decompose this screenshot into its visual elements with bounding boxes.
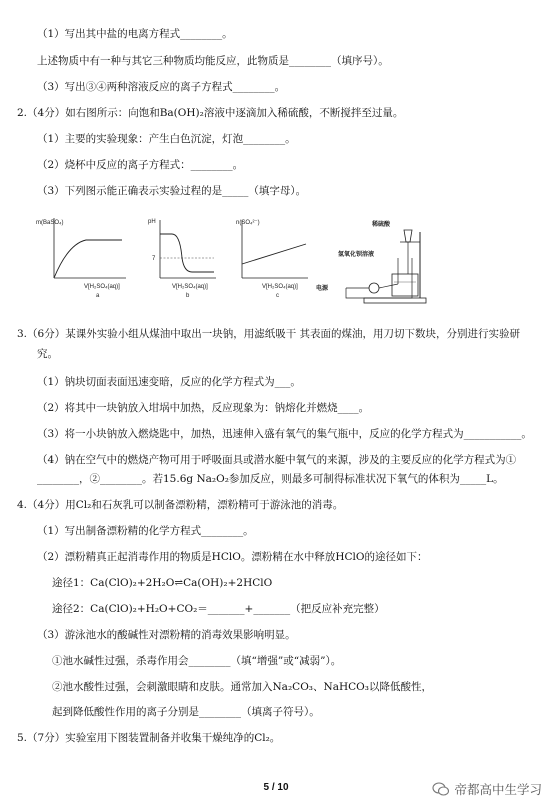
label-power: 电源 — [316, 286, 329, 292]
q4-sub3: （3）游泳池水的酸碱性对漂粉精的消毒效果影响明显。 — [37, 629, 296, 641]
q4-sub1: （1）写出制备漂粉精的化学方程式________。 — [37, 525, 254, 537]
graph-b-curve — [160, 234, 214, 272]
q3-stem-cont: 究。 — [37, 348, 58, 360]
graph-b-ylabel: pH — [148, 219, 156, 225]
graph-b-letter: b — [186, 293, 190, 299]
q4-route1: 途径1：Ca(ClO)₂+2H₂O⇌Ca(OH)₂+2HClO — [52, 577, 273, 589]
graph-a — [34, 214, 130, 300]
graph-b-mark: 7 — [152, 256, 156, 262]
graph-a-curve — [54, 240, 122, 278]
q3-sub3: （3）将一小块钠放入燃烧匙中，加热，迅速伸入盛有氧气的集气瓶中，反应的化学方程式为___________。 — [37, 428, 532, 440]
q2-stem: 2.（4分）如右图所示：向饱和Ba(OH)₂溶液中逐滴加入稀硫酸，不断搅拌至过量。 — [17, 107, 404, 119]
graph-c-ylabel: n(SO₄²⁻) — [236, 220, 260, 226]
label-barium-hydroxide: 氢氧化钡溶液 — [338, 252, 375, 258]
q4-route2: 途径2：Ca(ClO)₂+H₂O+CO₂＝_______+_______（把反应补充完整） — [52, 603, 385, 615]
beaker — [392, 274, 418, 296]
q1-sub3: （3）写出③④两种溶液反应的离子方程式________。 — [37, 81, 286, 93]
graph-c-xlabel: V[H₂SO₄(aq)] — [262, 284, 298, 290]
page-number: 5 / 10 — [263, 782, 289, 793]
q2-sub2: （2）烧杯中反应的离子方程式：________。 — [37, 159, 244, 171]
q3-stem: 3.（6分）某课外实验小组从煤油中取出一块钠，用滤纸吸干 其表面的煤油，用刀切下数块，分别进行实验研 — [17, 328, 521, 340]
graph-a-xlabel: V[H₂SO₄(aq)] — [84, 284, 120, 290]
graph-c-line — [242, 244, 306, 264]
q4-sub3-item2: ②池水酸性过强，会刺激眼睛和皮肤。通常加入Na₂CO₃、NaHCO₃以降低酸性， — [52, 681, 432, 693]
q5-stem: 5.（7分）实验室用下图装置制备并收集干燥纯净的Cl₂。 — [17, 732, 281, 744]
graph-b-xlabel: V[H₂SO₄(aq)] — [172, 284, 208, 290]
wechat-icon — [432, 780, 450, 798]
graph-a-letter: a — [96, 293, 100, 299]
q3-sub1: （1）钠块切面表面迅速变暗，反应的化学方程式为___。 — [37, 376, 301, 388]
q4-sub2: （2）漂粉精真正起消毒作用的物质是HClO。漂粉精在水中释放HClO的途径如下： — [37, 551, 428, 563]
q4-sub3-item1: ①池水碱性过强，杀毒作用会________（填“增强”或“减弱”）。 — [52, 655, 342, 667]
q1-sub2: 上述物质中有一种与其它三种物质均能反应，此物质是________（填序号）。 — [37, 55, 389, 67]
q2-sub1: （1）主要的实验现象：产生白色沉淀，灯泡________。 — [37, 133, 296, 145]
watermark-text: 帝都高中生学习 — [454, 782, 542, 797]
q3-sub4: （4）钠在空气中的燃烧产物可用于呼吸面具或潜水艇中氧气的来源，涉及的主要反应的化学方程式为① — [37, 454, 517, 466]
graph-b — [142, 214, 218, 300]
q1-sub1: （1）写出其中盐的电离方程式________。 — [37, 28, 233, 40]
graph-c-letter: c — [276, 293, 279, 299]
q4-stem: 4.（4分）用Cl₂和石灰乳可以制备漂粉精，漂粉精可于游泳池的消毒。 — [17, 499, 344, 511]
graph-a-ylabel: m(BaSO₄) — [36, 220, 64, 226]
apparatus-diagram — [316, 218, 436, 308]
label-sulfuric-acid: 稀硫酸 — [372, 222, 391, 228]
q4-sub3-cont: 起到降低酸性作用的离子分别是________（填离子符号）。 — [52, 706, 320, 718]
graph-c — [222, 214, 312, 300]
dropping-funnel — [404, 230, 412, 242]
watermark — [432, 780, 542, 798]
q3-sub4-cont: ________，②________。若15.6g Na₂O₂参加反应，则最多可制得标准状况下氧气的体积为_____L。 — [37, 473, 504, 485]
q2-sub3: （3）下列图示能正确表示实验过程的是_____（填字母）。 — [37, 185, 307, 197]
q3-sub2: （2）将其中一块钠放入坩埚中加热，反应现象为：钠熔化并燃烧____。 — [37, 402, 370, 414]
bulb-icon — [369, 283, 379, 293]
